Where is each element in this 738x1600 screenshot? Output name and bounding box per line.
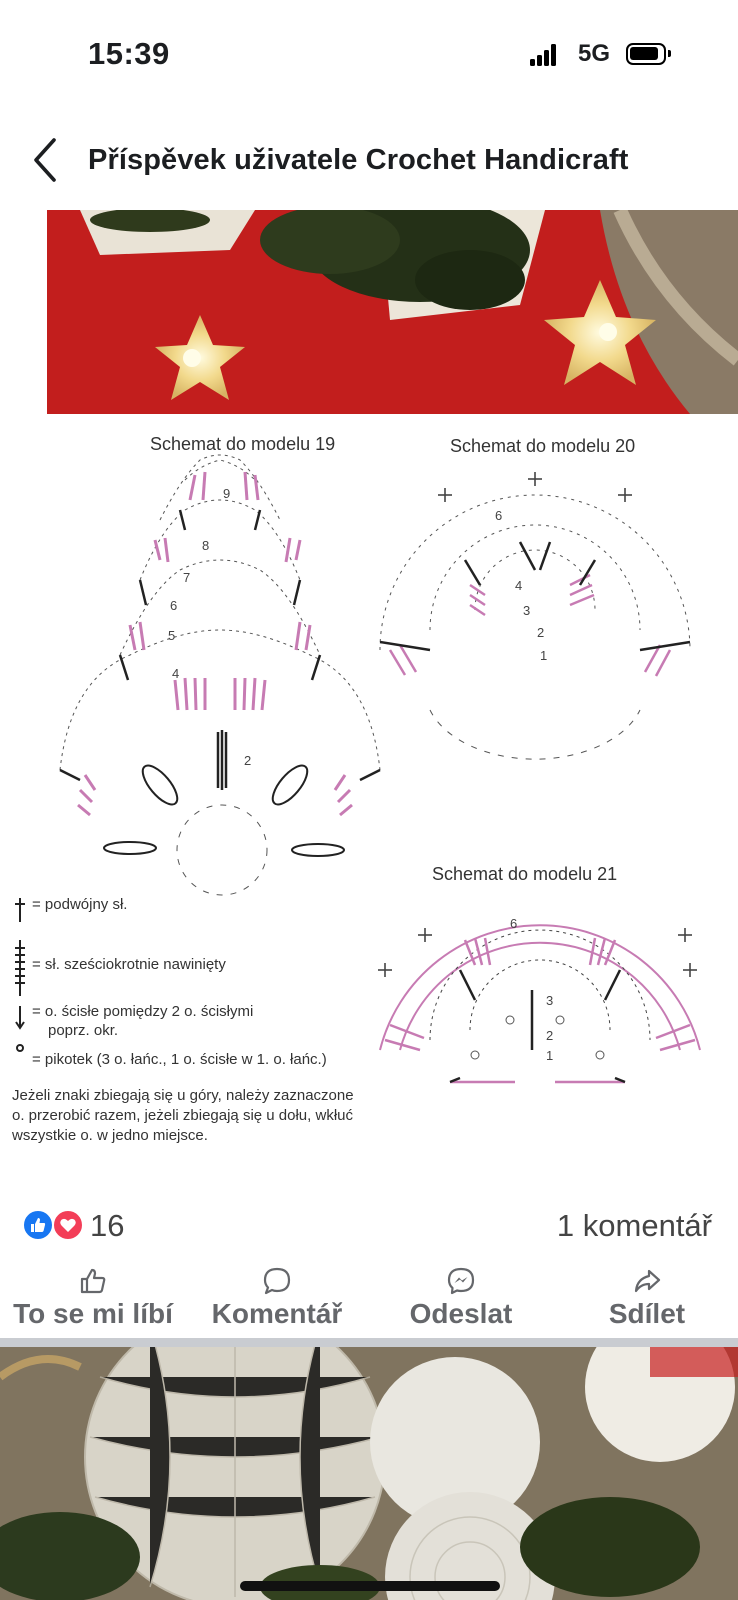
- legend-item-picot: = pikotek (3 o. łańc., 1 o. ścisłe w 1. o. łańc.): [32, 1051, 327, 1068]
- chevron-left-icon: [24, 134, 68, 186]
- reaction-count[interactable]: 16: [90, 1208, 125, 1243]
- share-button[interactable]: [582, 1262, 712, 1336]
- thumbs-up-icon: [78, 1266, 108, 1296]
- network-type: 5G: [578, 40, 611, 67]
- share-label: Sdílet: [608, 1298, 686, 1329]
- svg-text:2: 2: [546, 1028, 554, 1043]
- svg-text:6: 6: [510, 916, 518, 931]
- crochet-baubles-photo: [0, 1347, 738, 1600]
- page-title: Příspěvek uživatele Crochet Handicraft: [88, 144, 629, 176]
- svg-text:2: 2: [537, 625, 545, 640]
- diagram-model-19: [60, 455, 380, 895]
- svg-text:9: 9: [223, 486, 231, 501]
- note-line: wszystkie o. w jedno miejsce.: [12, 1127, 208, 1144]
- like-reaction-icon: [22, 1209, 54, 1241]
- svg-text:3: 3: [546, 993, 554, 1008]
- comment-count-link[interactable]: 1 komentář: [556, 1208, 712, 1243]
- love-reaction-icon: [52, 1209, 84, 1241]
- reaction-icons[interactable]: [22, 1209, 86, 1241]
- signal-strength-icon: [530, 44, 558, 66]
- status-bar: [0, 0, 738, 110]
- note-line: o. przerobić razem, jeżeli zbiegają się u dołu, wkłuć: [12, 1107, 353, 1124]
- comment-bubble-icon: [262, 1266, 292, 1296]
- diagram-title-19: Schemat do modelu 19: [150, 434, 336, 454]
- svg-text:6: 6: [170, 598, 178, 613]
- reactions-summary: [0, 1198, 738, 1252]
- svg-text:3: 3: [523, 603, 531, 618]
- diagram-title-20: Schemat do modelu 20: [450, 436, 636, 456]
- svg-text:8: 8: [202, 538, 210, 553]
- svg-text:4: 4: [172, 666, 180, 681]
- home-indicator[interactable]: [240, 1581, 500, 1591]
- svg-text:1: 1: [546, 1048, 554, 1063]
- like-label: To se mi líbí: [13, 1298, 173, 1329]
- svg-text:2: 2: [244, 753, 252, 768]
- legend-item-single-crochet: = o. ścisłe pomiędzy 2 o. ścisłymi: [32, 1003, 254, 1020]
- post-image[interactable]: [0, 210, 738, 1190]
- post-action-bar: [0, 1262, 738, 1336]
- svg-text:5: 5: [168, 628, 176, 643]
- svg-text:1: 1: [540, 648, 548, 663]
- svg-text:6: 6: [495, 508, 503, 523]
- post-header: [0, 110, 738, 210]
- send-label: Odeslat: [409, 1298, 513, 1329]
- christmas-photo: [47, 210, 738, 414]
- back-button[interactable]: [24, 134, 68, 186]
- svg-text:4: 4: [515, 578, 523, 593]
- status-time: 15:39: [88, 36, 170, 71]
- battery-icon: [626, 43, 666, 65]
- comment-button[interactable]: [196, 1262, 358, 1336]
- legend-item-single-crochet-cont: poprz. okr.: [48, 1022, 119, 1039]
- comment-label: Komentář: [211, 1298, 343, 1329]
- legend-item-double-crochet: = podwójny sł.: [32, 896, 128, 913]
- post-divider: [0, 1338, 738, 1347]
- diagram-model-21: [378, 916, 700, 1082]
- diagram-note: [12, 1086, 354, 1146]
- svg-text:7: 7: [183, 570, 191, 585]
- like-button[interactable]: [4, 1262, 182, 1336]
- legend-symbols: [15, 898, 25, 1051]
- legend-item-sextuple-crochet: = sł. sześciokrotnie nawinięty: [32, 956, 226, 973]
- crochet-pattern-image: [0, 210, 738, 1190]
- send-button[interactable]: [396, 1262, 526, 1336]
- diagram-title-21: Schemat do modelu 21: [432, 864, 618, 884]
- next-post-image[interactable]: [0, 1347, 738, 1600]
- note-line: Jeżeli znaki zbiegają się u góry, należy zaznaczone: [12, 1087, 354, 1104]
- messenger-icon: [446, 1266, 476, 1296]
- share-arrow-icon: [632, 1266, 662, 1296]
- diagram-model-20: [380, 472, 690, 759]
